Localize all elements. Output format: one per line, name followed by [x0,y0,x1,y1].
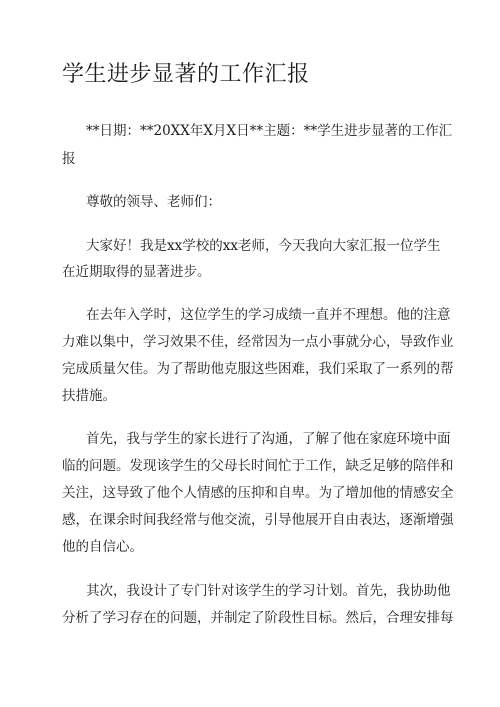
paragraph-2-line: 完成质量欠佳。为了帮助他克服这些困难，我们采取了一系列的帮 [62,361,454,377]
paragraph-4-line: 其次，我设计了专门针对该学生的学习计划。首先，我协助他 [86,583,451,599]
paragraph-2-line: 扶措施。 [62,388,116,404]
paragraph-3-line: 首先，我与学生的家长进行了沟通，了解了他在家庭环境中面 [86,431,451,447]
paragraph-3-line: 临的问题。发现该学生的父母长时间忙于工作，缺乏足够的陪伴和 [62,458,454,474]
paragraph-1-line: 在近期取得的显著进步。 [62,264,211,280]
paragraph-3-line: 感，在课余时间我经常与他交流，引导他展开自由表达，逐渐增强 [62,512,454,528]
meta-line: **日期：**20XX年X月X日**主题：**学生进步显著的工作汇 [86,123,453,139]
document-title: 学生进步显著的工作汇报 [62,62,310,87]
paragraph-2-line: 在去年入学时，这位学生的学习成绩一直并不理想。他的注意 [86,307,451,323]
paragraph-3-line: 他的自信心。 [62,539,143,555]
salutation: 尊敬的领导、老师们： [86,194,221,210]
paragraph-1-line: 大家好！我是xx学校的xx老师，今天我向大家汇报一位学生 [86,238,441,254]
meta-line-continuation: 报 [62,151,76,167]
paragraph-3-line: 关注，这导致了他个人情感的压抑和自卑。为了增加他的情感安全 [62,485,454,501]
paragraph-2-line: 力难以集中，学习效果不佳，经常因为一点小事就分心，导致作业 [62,334,454,350]
paragraph-4-line: 分析了学习存在的问题，并制定了阶段性目标。然后，合理安排每 [62,610,454,626]
